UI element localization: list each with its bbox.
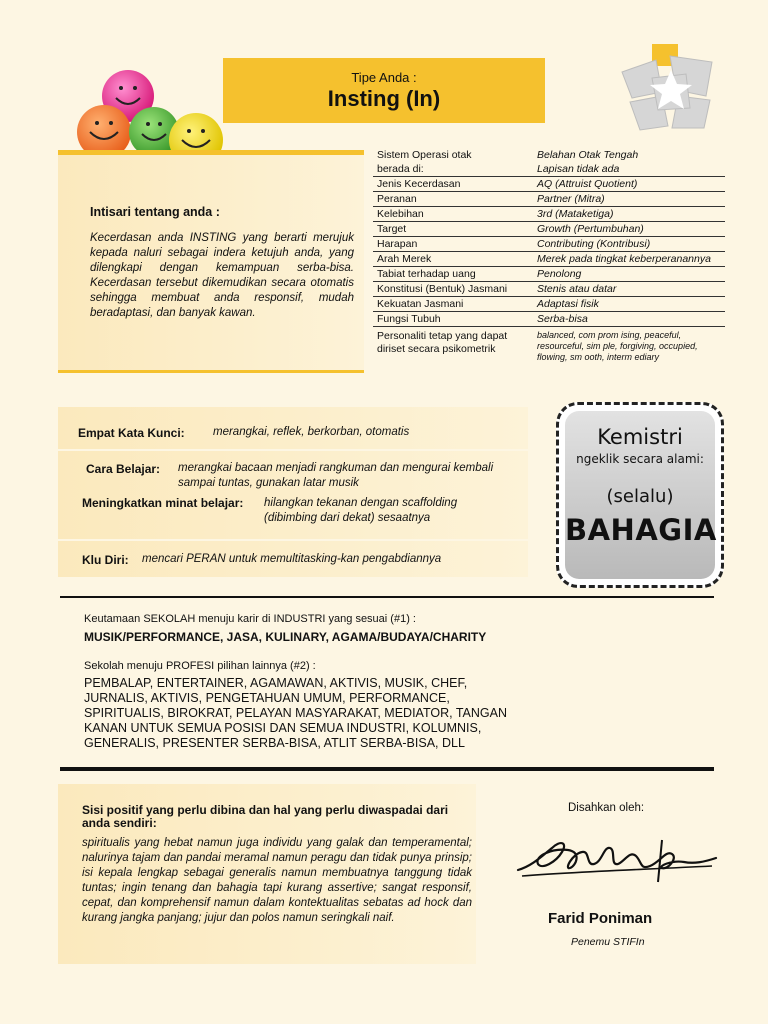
positif-heading: Sisi positif yang perlu dibina dan hal yang perlu diwaspadai dari anda sendiri:	[82, 803, 449, 830]
empat-kata-kunci-label: Empat Kata Kunci:	[78, 426, 185, 440]
intisari-panel	[58, 155, 364, 373]
industri-label: Keutamaan SEKOLAH menuju karir di INDUSTRI yang sesuai (#1) :	[84, 613, 416, 625]
attribute-row	[373, 267, 725, 282]
signer-role: Penemu STIFIn	[571, 936, 645, 948]
attribute-label: Kelebihan	[373, 207, 533, 222]
positif-panel	[58, 784, 476, 964]
attribute-row	[373, 252, 725, 267]
attribute-label: Kekuatan Jasmani	[373, 297, 533, 312]
attribute-row	[373, 282, 725, 297]
attribute-value: Belahan Otak Tengah	[537, 149, 639, 161]
attribute-value: Contributing (Kontribusi)	[533, 237, 725, 252]
intisari-text: Kecerdasan anda INSTING yang berarti merujuk kepada naluri sebagai indera ketujuh anda, yang dilengkapi dengan kemampuan serba-bisa. Kecerdasan tersebut dikemudikan secara otomatis sehingga membuat anda responsif, mudah beradaptasi, dan banyak kawan.	[90, 232, 354, 319]
profesi-label: Sekolah menuju PROFESI pilihan lainnya (#2) :	[84, 660, 316, 672]
attribute-row	[373, 192, 725, 207]
cara-belajar-label: Cara Belajar:	[86, 462, 161, 476]
attribute-label: Fungsi Tubuh	[373, 312, 533, 327]
section-divider	[60, 596, 714, 598]
type-subtitle: Tipe Anda :	[351, 70, 417, 85]
intisari-heading: Intisari tentang anda :	[90, 205, 220, 219]
attribute-value: AQ (Attruist Quotient)	[533, 177, 725, 192]
attribute-value: 3rd (Mataketiga)	[533, 207, 725, 222]
attribute-value: Growth (Pertumbuhan)	[533, 222, 725, 237]
attribute-value: Merek pada tingkat keberperanannya	[533, 252, 725, 267]
section-divider-thick	[60, 767, 714, 771]
kemistri-frequency: (selalu)	[606, 486, 674, 507]
attribute-row	[373, 148, 725, 162]
kemistri-badge	[556, 402, 724, 588]
empat-kata-kunci-value: merangkai, reflek, berkorban, otomatis	[213, 426, 410, 438]
industri-value: MUSIK/PERFORMANCE, JASA, KULINARY, AGAMA/BUDAYA/CHARITY	[84, 630, 487, 644]
attribute-value: Partner (Mitra)	[533, 192, 725, 207]
kemistri-subtitle: ngeklik secara alami:	[576, 452, 704, 466]
attribute-row	[373, 297, 725, 312]
attribute-label: Sistem Operasi otak	[377, 149, 472, 161]
handwritten-signature	[512, 826, 722, 888]
minat-belajar-value: hilangkan tekanan dengan scaffolding (dibimbing dari dekat) sesaatnya	[264, 497, 458, 524]
attribute-row	[373, 162, 725, 177]
signer-name: Farid Poniman	[548, 910, 653, 927]
attribute-row	[373, 237, 725, 252]
attribute-row	[373, 222, 725, 237]
type-title-box	[223, 58, 545, 123]
attribute-label: Arah Merek	[373, 252, 533, 267]
kemistri-title: Kemistri	[597, 425, 683, 449]
profesi-value: PEMBALAP, ENTERTAINER, AGAMAWAN, AKTIVIS, MUSIK, CHEF, JURNALIS, AKTIVIS, PENGETAHUAN UMUM, PERFORMANCE, SPIRITUALIS, BIROKRAT, PELAYAN MASYARAKAT, MEDIATOR, TANGAN KANAN UNTUK SEMUA POSISI DAN SEMUA INDUSTRI, KOLUMNIS, GENERALIS, PRESENTER SERBA-BISA, ATLIT SERBA-BISA, DLL	[84, 676, 508, 750]
attribute-label: Jenis Kecerdasan	[373, 177, 533, 192]
keyword-separator	[58, 539, 528, 541]
attribute-row	[373, 207, 725, 222]
keyword-separator	[58, 449, 528, 451]
keyword-panel	[58, 407, 528, 577]
personality-row	[373, 327, 725, 364]
attribute-label: Konstitusi (Bentuk) Jasmani	[373, 282, 533, 297]
attribute-value: Adaptasi fisik	[533, 297, 725, 312]
attribute-row	[373, 312, 725, 327]
positif-text: spiritualis yang hebat namun juga individu yang galak dan temperamental; nalurinya tajam dan pandai meramal namun peragu dan tidak punya prinsip; isi kepala lengkap sebagai generalis namun membuatnya tanggung tidak tuntas; ingin tenang dan bahagia tapi kurang assertive; sangat responsif, cepat, dan komprehensif namun dalam kontektualitas sebatas ad hock dan kurang jangka panjang; jujur dan polos namun seringkali naif.	[82, 837, 472, 924]
klu-diri-value: mencari PERAN untuk memultitasking-kan pengabdiannya	[142, 553, 442, 565]
attribute-label: berada di:	[373, 162, 533, 177]
minat-belajar-label: Meningkatkan minat belajar:	[82, 496, 244, 510]
attribute-label: Target	[373, 222, 533, 237]
attribute-value: Serba-bisa	[533, 312, 725, 327]
personality-label: Personaliti tetap yang dapat diriset secara psikometrik	[377, 330, 508, 355]
attribute-row	[373, 177, 725, 192]
attribute-label: Harapan	[373, 237, 533, 252]
attribute-value: Penolong	[533, 267, 725, 282]
kemistri-word: BAHAGIA	[565, 513, 717, 547]
signature-label: Disahkan oleh:	[568, 802, 645, 814]
attribute-value: Lapisan tidak ada	[533, 162, 725, 177]
attribute-value: Stenis atau datar	[533, 282, 725, 297]
type-title: Insting (In)	[327, 86, 441, 111]
attribute-label: Peranan	[373, 192, 533, 207]
klu-diri-label: Klu Diri:	[82, 553, 129, 567]
attribute-label: Tabiat terhadap uang	[373, 267, 533, 282]
cara-belajar-value: merangkai bacaan menjadi rangkuman dan mengurai kembali sampai tuntas, gunakan latar musik	[178, 462, 494, 489]
personality-value: balanced, com prom ising, peaceful, resourceful, sim ple, forgiving, occupied, flowing, sm ooth, interm ediary	[537, 330, 698, 362]
stifin-logo	[612, 38, 730, 134]
attribute-table	[373, 148, 725, 363]
